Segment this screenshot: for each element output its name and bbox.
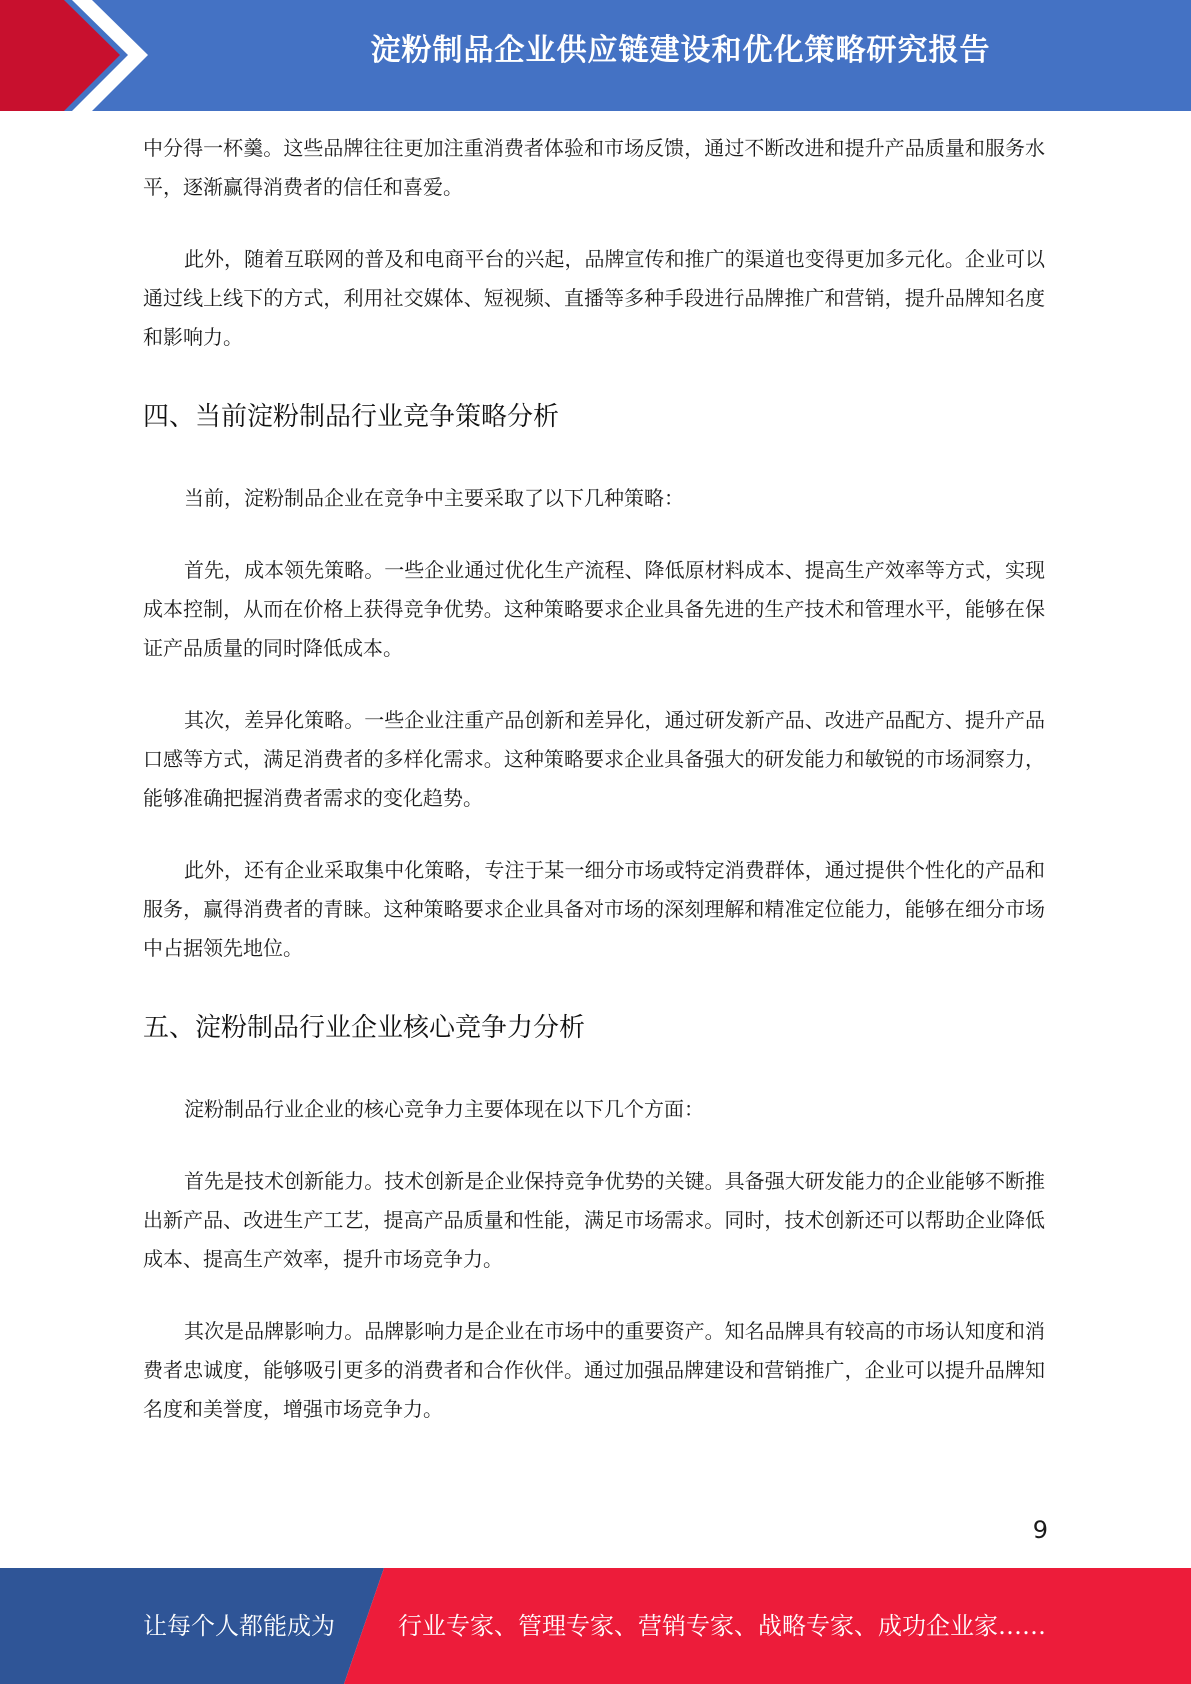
paragraph: 其次是品牌影响力。品牌影响力是企业在市场中的重要资产。知名品牌具有较高的市场认知度和消费者忠诚度，能够吸引更多的消费者和合作伙伴。通过加强品牌建设和营销推广，企业可以提升品牌知名度和美誉度，增强市场竞争力。 [143,1319,1045,1421]
paragraph: 首先，成本领先策略。一些企业通过优化生产流程、降低原材料成本、提高生产效率等方式，实现成本控制，从而在价格上获得竞争优势。这种策略要求企业具备先进的生产技术和管理水平，能够在保证产品质量的同时降低成本。 [143,558,1045,660]
paragraph: 中分得一杯羹。这些品牌往往更加注重消费者体验和市场反馈，通过不断改进和提升产品质量和服务水平，逐渐赢得消费者的信任和喜爱。 [143,136,1045,199]
document-body [143,129,1045,1429]
paragraph: 此外，还有企业采取集中化策略，专注于某一细分市场或特定消费群体，通过提供个性化的产品和服务，赢得消费者的青睐。这种策略要求企业具备对市场的深刻理解和精准定位能力，能够在细分市场中占据领先地位。 [143,858,1045,960]
footer-roles: 行业专家、管理专家、营销专家、战略专家、成功企业家…… [398,1612,1046,1640]
paragraph: 当前，淀粉制品企业在竞争中主要采取了以下几种策略： [184,486,684,510]
paragraph: 此外，随着互联网的普及和电商平台的兴起，品牌宣传和推广的渠道也变得更加多元化。企业可以通过线上线下的方式，利用社交媒体、短视频、直播等多种手段进行品牌推广和营销，提升品牌知名度和影响力。 [143,247,1045,349]
header-arrow-logo [0,0,160,111]
paragraph: 淀粉制品行业企业的核心竞争力主要体现在以下几个方面： [184,1097,704,1121]
page-number: 9 [1032,1516,1048,1544]
section-heading: 四、当前淀粉制品行业竞争策略分析 [143,402,560,432]
page-header [0,0,1191,111]
paragraph: 其次，差异化策略。一些企业注重产品创新和差异化，通过研发新产品、改进产品配方、提升产品口感等方式，满足消费者的多样化需求。这种策略要求企业具备强大的研发能力和敏锐的市场洞察力，能够准确把握消费者需求的变化趋势。 [143,708,1045,810]
section-heading: 五、淀粉制品行业企业核心竞争力分析 [143,1013,586,1043]
paragraph: 首先是技术创新能力。技术创新是企业保持竞争优势的关键。具备强大研发能力的企业能够不断推出新产品、改进生产工艺，提高产品质量和性能，满足市场需求。同时，技术创新还可以帮助企业降低成本、提高生产效率，提升市场竞争力。 [143,1169,1045,1271]
page-footer [0,1568,1191,1684]
report-title: 淀粉制品企业供应链建设和优化策略研究报告 [370,33,991,68]
footer-slogan: 让每个人都能成为 [143,1612,335,1640]
